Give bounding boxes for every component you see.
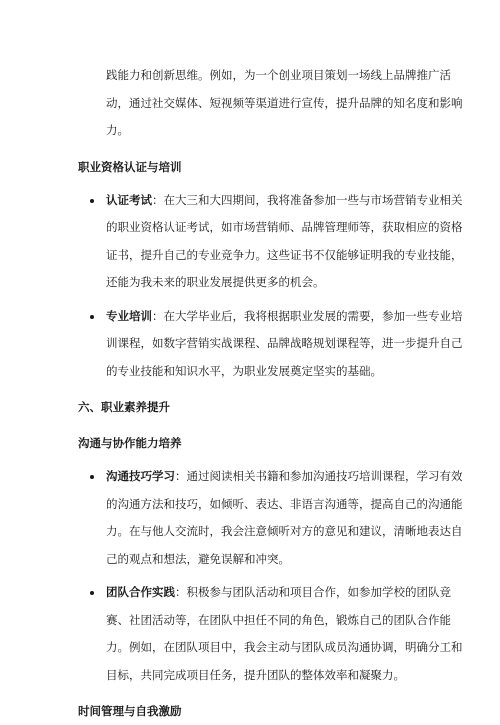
paragraph-line: 还能为我未来的职业发展提供更多的机会。: [106, 275, 325, 289]
bullet-item-teamwork: [78, 579, 463, 689]
bullet-text: ：积极参与团队活动和项目合作，如参加学校的团队竞: [175, 585, 451, 599]
bullet-item-cert-exam: [78, 187, 463, 297]
paragraph-line: 训课程，如数字营销实战课程、品牌战略规划课程等，进一步提升自己: [106, 336, 463, 350]
heading-section-six: 六、职业素养提升: [78, 400, 170, 414]
continuation-paragraph: [78, 62, 463, 145]
paragraph-line: 践能力和创新思维。例如，为一个创业项目策划一场线上品牌推广活: [106, 68, 451, 82]
paragraph-line: 动，通过社交媒体、短视频等渠道进行宣传，提升品牌的知名度和影响: [106, 95, 463, 110]
bullet-text: ：在大三和大四期间，我将准备参加一些与市场营销专业相关: [152, 192, 463, 207]
bullet-text: ：在大学毕业后，我将根据职业发展的需要，参加一些专业培: [152, 308, 463, 323]
heading-time-management: 时间管理与自我激励: [78, 704, 182, 718]
bullet-icon: [90, 315, 94, 319]
paragraph-line: 的专业技能和知识水平，为职业发展奠定坚实的基础。: [106, 363, 382, 378]
bullet-icon: [90, 199, 94, 203]
paragraph-line: 己的观点和想法，避免误解和冲突。: [106, 551, 290, 566]
bullet-item-pro-training: [78, 303, 463, 386]
bullet-icon: [90, 591, 94, 595]
bullet-text: ：通过阅读相关书籍和参加沟通技巧培训课程，学习有效: [175, 469, 463, 483]
bullet-label: 沟通技巧学习: [106, 469, 175, 483]
heading-cert-training: 职业资格认证与培训: [78, 159, 182, 174]
bullet-icon: [90, 475, 94, 479]
bullet-label: 认证考试: [106, 192, 152, 207]
paragraph-line: 的沟通方法和技巧，如倾听、表达、非语言沟通等，提高自己的沟通能: [106, 496, 463, 511]
bullet-item-comm-skills: [78, 463, 463, 573]
paragraph-line: 力。: [106, 123, 129, 137]
paragraph-line: 的职业资格认证考试，如市场营销师、品牌管理师等，获取相应的资格: [106, 220, 463, 234]
paragraph-line: 证书，提升自己的专业竞争力。这些证书不仅能够证明我的专业技能，: [106, 247, 463, 262]
paragraph-line: 目标，共同完成项目任务，提升团队的整体效率和凝聚力。: [106, 667, 405, 682]
paragraph-line: 力。在与他人交流时，我会注意倾听对方的意见和建议，清晰地表达自: [106, 524, 463, 538]
heading-communication: 沟通与协作能力培养: [78, 436, 182, 450]
bullet-label: 专业培训: [106, 308, 152, 323]
paragraph-line: 赛、社团活动等，在团队中担任不同的角色，锻炼自己的团队合作能: [106, 612, 451, 627]
bullet-label: 团队合作实践: [106, 585, 175, 599]
paragraph-line: 力。例如，在团队项目中，我会主动与团队成员沟通协调，明确分工和: [106, 640, 463, 654]
